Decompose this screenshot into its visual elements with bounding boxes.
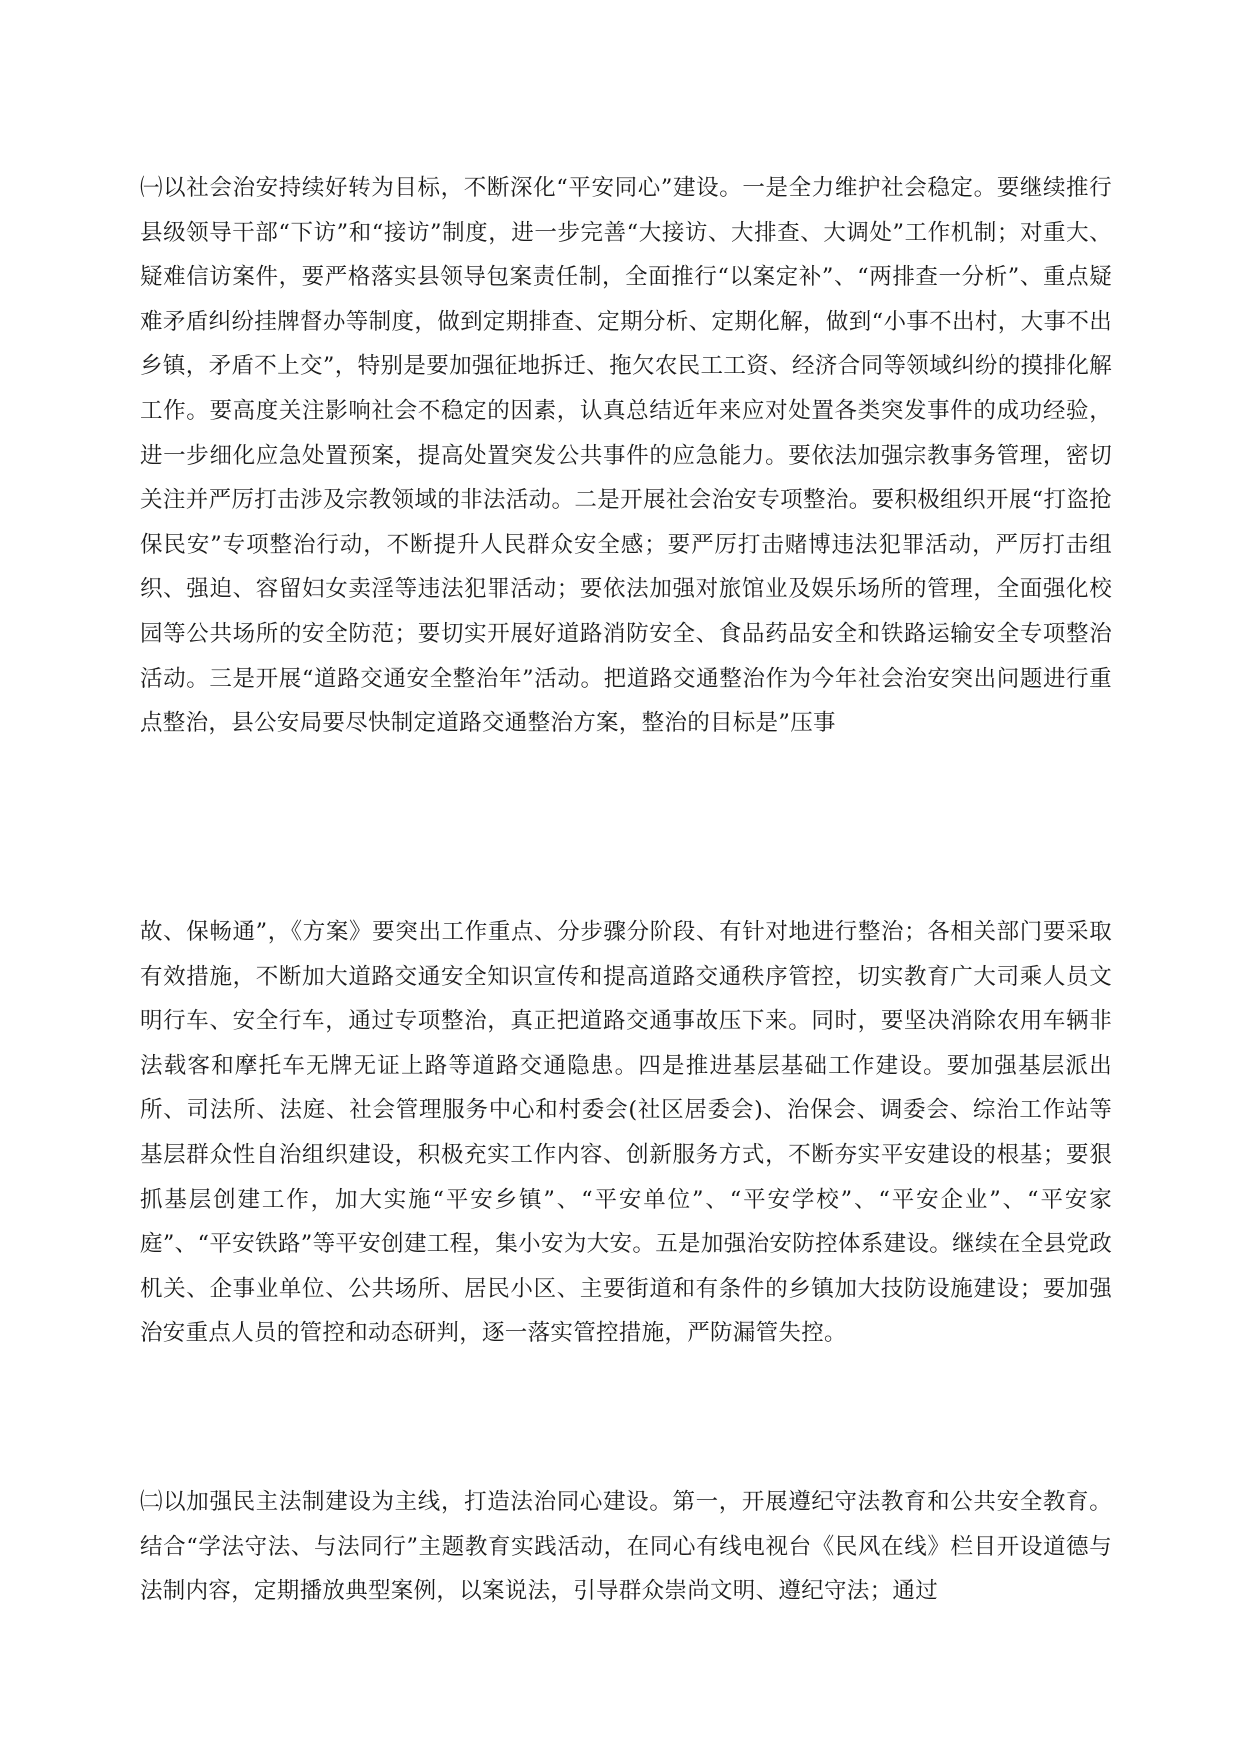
paragraph-traffic-and-grassroots: 故、保畅通”，《方案》要突出工作重点、分步骤分阶段、有针对地进行整治；各相关部门要采取有效措施，不断加大道路交通安全知识宣传和提高道路交通秩序管控，切实教育广大司乘人员文明行车、安全行车，通过专项整治，真正把道路交通事故压下来。同时，要坚决消除农用车辆非法载客和摩托车无牌无证上路等道路交通隐患。四是推进基层基础工作建设。要加强基层派出所、司法所、法庭、社会管理服务中心和村委会(社区居委会)、治保会、调委会、综治工作站等基层群众性自治组织建设，积极充实工作内容、创新服务方式，不断夯实平安建设的根基；要狠抓基层创建工作，加大实施“平安乡镇”、“平安单位”、“平安学校”、“平安企业”、“平安家庭”、“平安铁路”等平安创建工程，集小安为大安。五是加强治安防控体系建设。继续在全县党政机关、企事业单位、公共场所、居民小区、主要街道和有条件的乡镇加大技防设施建设；要加强治安重点人员的管控和动态研判，逐一落实管控措施，严防漏管失控。 bbox=[140, 919, 1112, 1347]
paragraph-social-security: ㈠以社会治安持续好转为目标，不断深化“平安同心”建设。一是全力维护社会稳定。要继续推行县级领导干部“下访”和“接访”制度，进一步完善“大接访、大排查、大调处”工作机制；对重大、疑难信访案件，要严格落实县领导包案责任制，全面推行“以案定补”、“两排查一分析”、重点疑难矛盾纠纷挂牌督办等制度，做到定期排查、定期分析、定期化解，做到“小事不出村，大事不出乡镇，矛盾不上交”，特别是要加强征地拆迁、拖欠农民工工资、经济合同等领域纠纷的摸排化解工作。要高度关注影响社会不稳定的因素，认真总结近年来应对处置各类突发事件的成功经验，进一步细化应急处置预案，提高处置突发公共事件的应急能力。要依法加强宗教事务管理，密切关注并严厉打击涉及宗教领域的非法活动。二是开展社会治安专项整治。要积极组织开展“打盗抢保民安”专项整治行动，不断提升人民群众安全感；要严厉打击赌博违法犯罪活动，严厉打击组织、强迫、容留妇女卖淫等违法犯罪活动；要依法加强对旅馆业及娱乐场所的管理，全面强化校园等公共场所的安全防范；要切实开展好道路消防安全、食品药品安全和铁路运输安全专项整治活动。三是开展“道路交通安全整治年”活动。把道路交通整治作为今年社会治安突出问题进行重点整治，县公安局要尽快制定道路交通整治方案，整治的目标是”压事 bbox=[140, 175, 1112, 737]
paragraph-rule-of-law: ㈡以加强民主法制建设为主线，打造法治同心建设。第一，开展遵纪守法教育和公共安全教育。结合“学法守法、与法同行”主题教育实践活动，在同心有线电视台《民风在线》栏目开设道德与法制内容，定期播放典型案例，以案说法，引导群众崇尚文明、遵纪守法；通过 bbox=[140, 1489, 1112, 1605]
